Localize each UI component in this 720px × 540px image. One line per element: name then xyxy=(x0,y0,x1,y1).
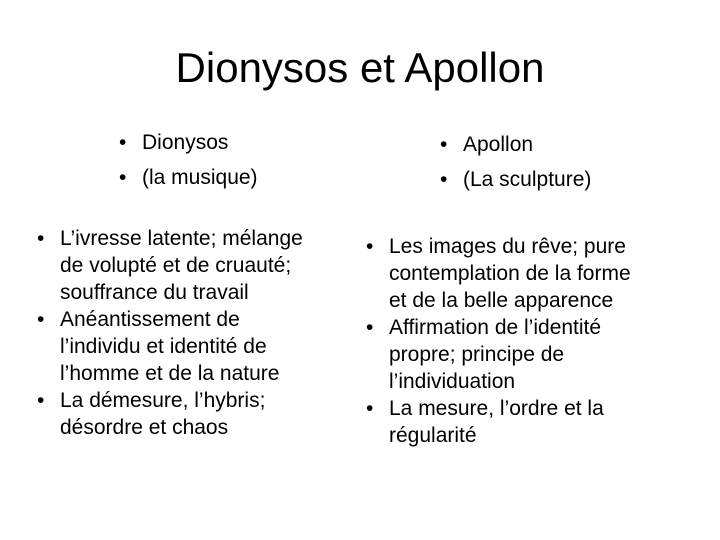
dionysos-bullet-item xyxy=(24,387,303,441)
bullet-line: et de la belle apparence xyxy=(389,289,614,312)
apollon-bullet-item xyxy=(353,395,631,449)
bullet-line: • La mesure, l’ordre et la xyxy=(389,397,604,420)
bullet-line: • Anéantissement de xyxy=(60,308,240,331)
bullet-line: contemplation de la forme xyxy=(389,262,631,285)
bullet-line: • Affirmation de l’identité xyxy=(389,316,602,339)
left-header-item: • Dionysos xyxy=(106,125,258,160)
apollon-bullet-item xyxy=(353,314,631,395)
bullet-line: l’individuation xyxy=(389,370,516,393)
bullet-line: • Les images du rêve; pure xyxy=(389,235,626,258)
right-header-list xyxy=(427,127,591,197)
bullet-line: désordre et chaos xyxy=(60,416,229,439)
bullet-line: régularité xyxy=(389,424,477,447)
right-header-item: • (La sculpture) xyxy=(427,162,591,197)
bullet-line: l’homme et de la nature xyxy=(60,362,280,385)
bullet-line: de volupté et de cruauté; xyxy=(60,254,292,277)
apollon-bullet-item xyxy=(353,233,631,314)
slide-title: Dionysos et Apollon xyxy=(175,44,545,91)
left-header-list xyxy=(106,125,258,195)
right-header-item: • Apollon xyxy=(427,127,591,162)
left-header-item: • (la musique) xyxy=(106,160,258,195)
dionysos-bullet-item xyxy=(24,306,303,387)
apollon-bullet-list xyxy=(353,233,631,449)
bullet-line: souffrance du travail xyxy=(60,281,249,304)
bullet-line: l’individu et identité de xyxy=(60,335,267,358)
dionysos-bullet-list xyxy=(24,225,303,441)
bullet-line: propre; principe de xyxy=(389,343,565,366)
bullet-line: • La démesure, l’hybris; xyxy=(60,389,266,412)
dionysos-bullet-item xyxy=(24,225,303,306)
bullet-line: • L’ivresse latente; mélange xyxy=(60,227,303,250)
